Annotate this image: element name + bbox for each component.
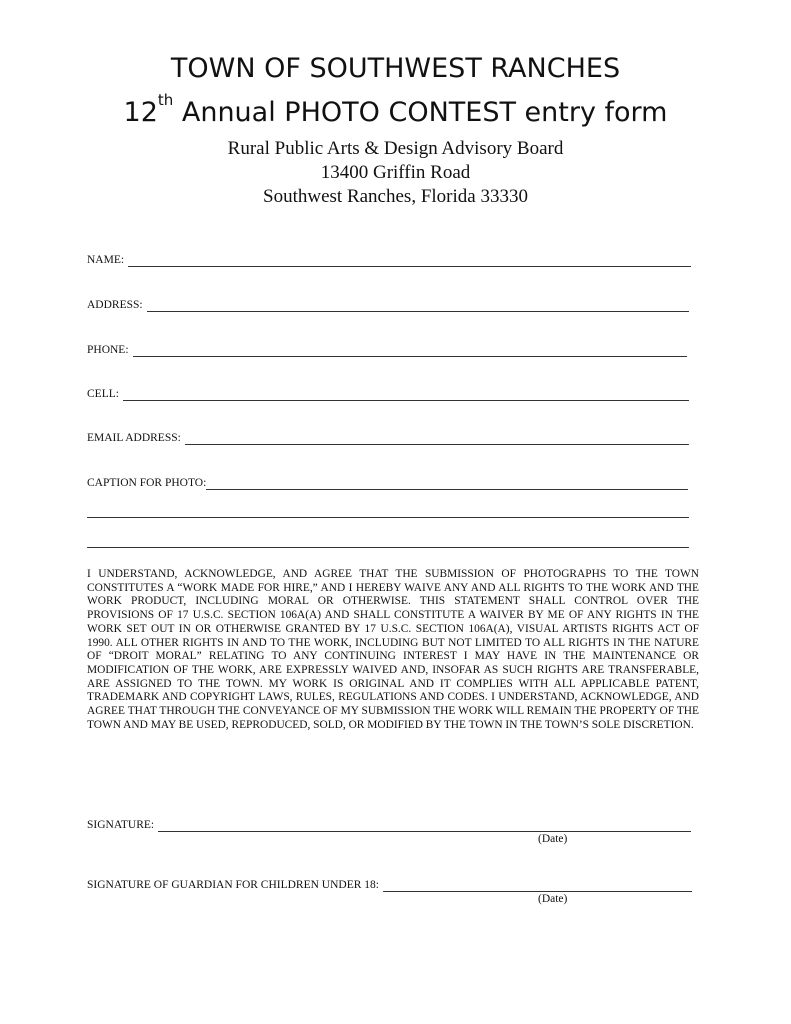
guardian-signature-label: SIGNATURE OF GUARDIAN FOR CHILDREN UNDER 18: [87, 879, 379, 891]
edition-suffix: th [157, 91, 174, 109]
address-label: ADDRESS: [87, 299, 143, 311]
cell-label: CELL: [87, 388, 119, 400]
contest-name: Annual PHOTO CONTEST entry form [173, 97, 668, 128]
form-title-contest [0, 91, 791, 130]
email-field[interactable] [185, 431, 689, 445]
cell-field-row [87, 385, 689, 401]
signature-field[interactable] [158, 818, 691, 832]
guardian-signature-row [87, 876, 692, 892]
guardian-date-label: (Date) [538, 893, 568, 905]
email-label: EMAIL ADDRESS: [87, 432, 181, 444]
address-field[interactable] [147, 298, 689, 312]
board-name: Rural Public Arts & Design Advisory Board [227, 138, 564, 159]
signature-label: SIGNATURE: [87, 819, 155, 831]
phone-field-row [87, 341, 687, 357]
phone-label: PHONE: [87, 344, 129, 356]
cell-field[interactable] [123, 387, 689, 401]
name-field[interactable] [128, 253, 691, 267]
caption-extra-line-1[interactable] [87, 517, 689, 518]
caption-extra-line-2[interactable] [87, 547, 689, 548]
address-field-row [87, 296, 689, 312]
email-field-row [87, 429, 689, 445]
signature-date-label: (Date) [538, 833, 568, 845]
phone-field[interactable] [133, 343, 687, 357]
street-address: 13400 Griffin Road [320, 162, 471, 183]
name-label: NAME: [87, 254, 125, 266]
caption-label: CAPTION FOR PHOTO: [87, 477, 207, 489]
city-address: Southwest Ranches, Florida 33330 [263, 186, 528, 207]
caption-field-row [87, 474, 688, 490]
form-title-town: TOWN OF SOUTHWEST RANCHES [170, 53, 621, 84]
edition-number: 12 [123, 97, 158, 128]
guardian-signature-field[interactable] [383, 878, 692, 892]
name-field-row [87, 251, 691, 267]
signature-row [87, 816, 691, 832]
rights-waiver-text: I UNDERSTAND, ACKNOWLEDGE, AND AGREE THAT THE SUBMISSION OF PHOTOGRAPHS TO THE TOWN CONSTITUTES A “WORK MADE FOR HIRE,” AND I HEREBY WAIVE ANY AND ALL RIGHTS TO THE WORK AND THE WORK PRODUCT, INCLUDING MORAL OR OTHERWISE. THIS STATEMENT SHALL CONTROL OVER THE PROVISIONS OF 17 U.S.C. SECTION 106A(A) AND SHALL CONSTITUTE A WAIVER BY ME OF ANY RIGHTS IN THE WORK SET OUT IN OR OTHERWISE GRANTED BY 17 U.S.C. SECTION 106A(A), VISUAL ARTISTS RIGHTS ACT OF 1990. ALL OTHER RIGHTS IN AND TO THE WORK, INCLUDING BUT NOT LIMITED TO ALL RIGHTS IN THE NATURE OF “DROIT MORAL” RELATING TO ANY CONTINUING INTEREST I MAY HAVE IN THE MAINTENANCE OR MODIFICATION OF THE WORK, ARE EXPRESSLY WAIVED AND, INSOFAR AS SUCH RIGHTS ARE TRANSFERABLE, ARE ASSIGNED TO THE TOWN. MY WORK IS ORIGINAL AND IT COMPLIES WITH ALL APPLICABLE PATENT, TRADEMARK AND COPYRIGHT LAWS, RULES, REGULATIONS AND CODES. I UNDERSTAND, ACKNOWLEDGE, AND AGREE THAT THROUGH THE CONVEYANCE OF MY SUBMISSION THE WORK WILL REMAIN THE PROPERTY OF THE TOWN AND MAY BE USED, REPRODUCED, SOLD, OR MODIFIED BY THE TOWN IN THE TOWN’S SOLE DISCRETION. [87, 568, 699, 731]
caption-field[interactable] [206, 476, 688, 490]
